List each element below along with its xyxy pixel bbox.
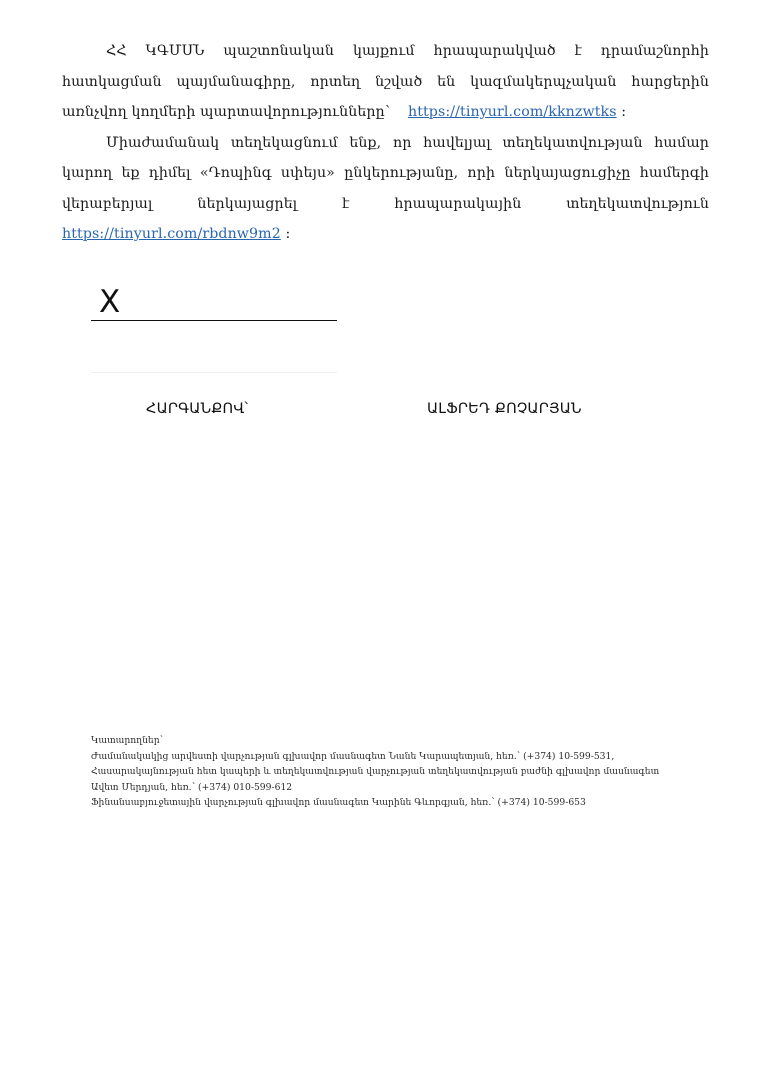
signature-mark: X (99, 284, 121, 320)
signature-divider (91, 372, 337, 373)
paragraph-2 (62, 128, 709, 250)
contact-line: Ֆինանսաբյուջետային վարչության գլխավոր մասնագետ Կարինե Գևորգյան, հեռ․՝ (+374) 10-599-653 (91, 797, 586, 808)
statement-link[interactable]: https://tinyurl.com/rbdnw9m2 (62, 226, 281, 242)
contacts-heading: Կատարողներ՝ (91, 735, 163, 746)
signature-block (91, 285, 337, 321)
signatory-name: ԱԼՖՐԵԴ ՔՈՉԱՐՅԱՆ (427, 401, 582, 417)
contract-link[interactable]: https://tinyurl.com/kknzwtks (407, 104, 617, 120)
paragraph-1 (62, 36, 709, 128)
contacts-footer (91, 733, 660, 811)
paragraph-2-text: Միաժամանակ տեղեկացնում ենք, որ հավելյալ տեղեկատվության համար կարող եք դիմել «Դոպինգ սփեյս» ընկերությանը, որի ներկայացուցիչը համերգի վերաբերյալ ներկայացրել է հրապարակային տեղեկատվություն (62, 134, 709, 212)
paragraph-1-text: ՀՀ ԿԳՄՍՆ պաշտոնական կայքում հրապարակված է դրամաշնորհի հատկացման պայմանագիրը, որտեղ նշված են կազմակերպչական հարցերին առնչվող կողմերի պարտավորությունները՝ (62, 43, 709, 120)
paragraph-2-tail: : (285, 226, 291, 242)
contact-line: Ավետ Մերդյան, հեռ․՝ (+374) 010-599-612 (91, 781, 293, 793)
contact-line: Հասարակայնության հետ կապերի և տեղեկատվության վարչության տեղեկատվության բաժնի գլխավոր մասնագետ (91, 766, 660, 777)
signature-line (91, 320, 337, 321)
letter-body (62, 36, 709, 250)
closing-label: ՀԱՐԳԱՆՔՈՎ՝ (146, 401, 249, 417)
paragraph-1-tail: : (621, 104, 627, 120)
contact-line: Ժամանակակից արվեստի վարչության գլխավոր մասնագետ Նանե Կարապետյան, հեռ․՝ (+374) 10-599-531, (91, 750, 615, 762)
